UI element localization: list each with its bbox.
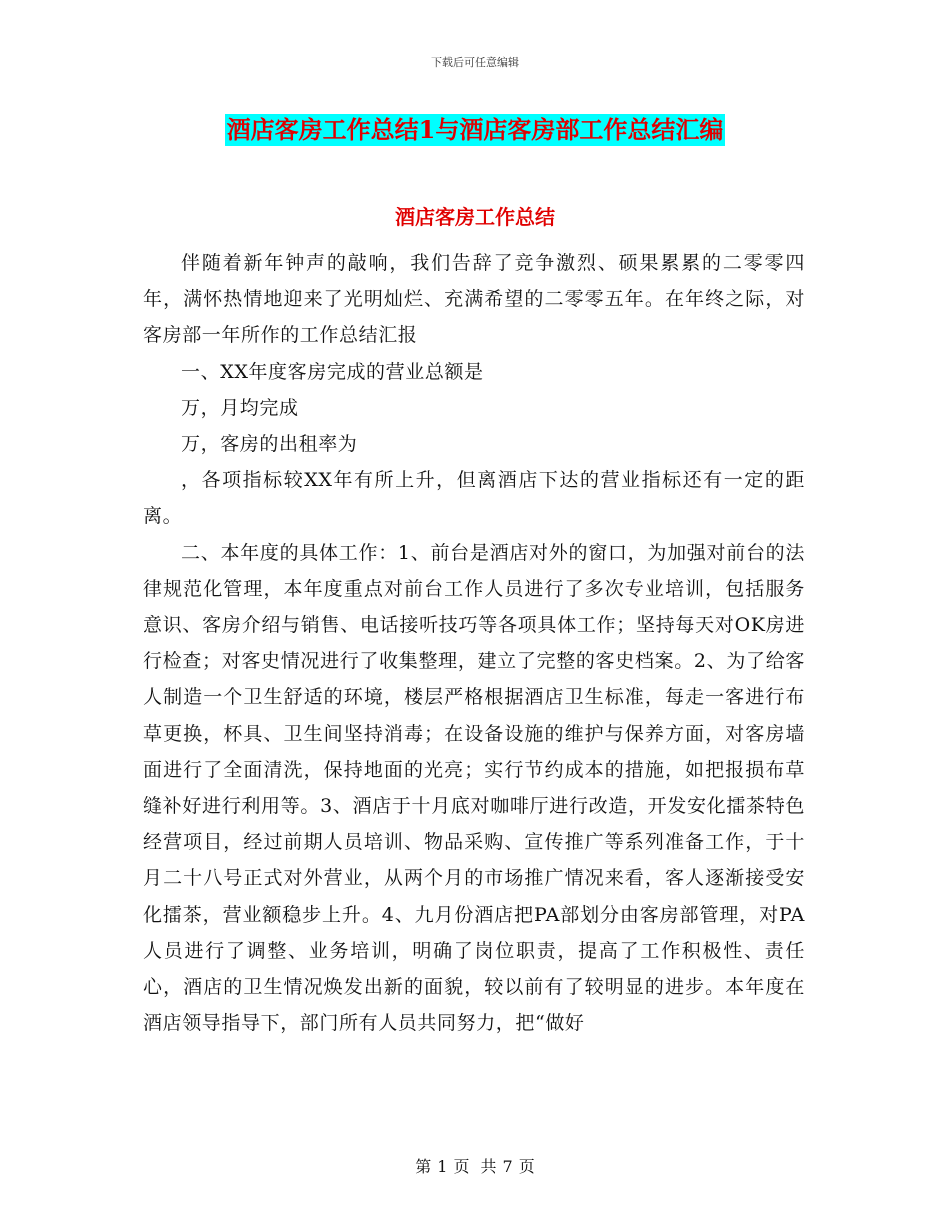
document-title: 酒店客房工作总结1与酒店客房部工作总结汇编 (226, 115, 724, 144)
header-note: 下载后可任意编辑 (431, 56, 519, 69)
body-paragraph: 万，月均完成 (181, 396, 299, 419)
document-title-container (0, 114, 950, 146)
body-paragraph: 一、XX年度客房完成的营业总额是 (181, 360, 484, 383)
body-paragraph: ，各项指标较XX年有所上升，但离酒店下达的营业指标还有一定的距离。 (143, 469, 805, 528)
page-number-current: 1 (437, 1157, 448, 1176)
body-paragraph: 伴随着新年钟声的敲响，我们告辞了竞争激烈、硕果累累的二零零四年，满怀热情地迎来了光明灿烂、充满希望的二零零五年。在年终之际，对客房部一年所作的工作总结汇报 (143, 252, 805, 347)
document-body (143, 245, 805, 1041)
page-footer (0, 1154, 950, 1177)
page-label-suffix: 页 (518, 1157, 535, 1176)
section-title: 酒店客房工作总结 (395, 205, 555, 229)
page-label-prefix: 第 (415, 1157, 432, 1176)
page-number-total: 7 (502, 1157, 513, 1176)
body-paragraph: 万，客房的出租率为 (181, 433, 358, 456)
page-label-middle: 页 共 (453, 1157, 497, 1176)
body-paragraph: 二、本年度的具体工作：1、前台是酒店对外的窗口，为加强对前台的法律规范化管理，本年度重点对前台工作人员进行了多次专业培训，包括服务意识、客房介绍与销售、电话接听技巧等各项具体工作；坚持每天对OK房进行检查；对客史情况进行了收集整理，建立了完整的客史档案。2、为了给客人制造一个卫生舒适的环境，楼层严格根据酒店卫生标准，每走一客进行布草更换，杯具、卫生间坚持消毒；在设备设施的维护与保养方面，对客房墙面进行了全面清洗，保持地面的光亮；实行节约成本的措施，如把报损布草缝补好进行利用等。3、酒店于十月底对咖啡厅进行改造，开发安化擂茶特色经营项目，经过前期人员培训、物品采购、宣传推广等系列准备工作，于十月二十八号正式对外营业，从两个月的市场推广情况来看，客人逐渐接受安化擂茶，营业额稳步上升。4、九月份酒店把PA部划分由客房部管理，对PA人员进行了调整、业务培训，明确了岗位职责，提高了工作积极性、责任心，酒店的卫生情况焕发出新的面貌，较以前有了较明显的进步。本年度在酒店领导指导下，部门所有人员共同努力，把“做好 (143, 541, 805, 1035)
